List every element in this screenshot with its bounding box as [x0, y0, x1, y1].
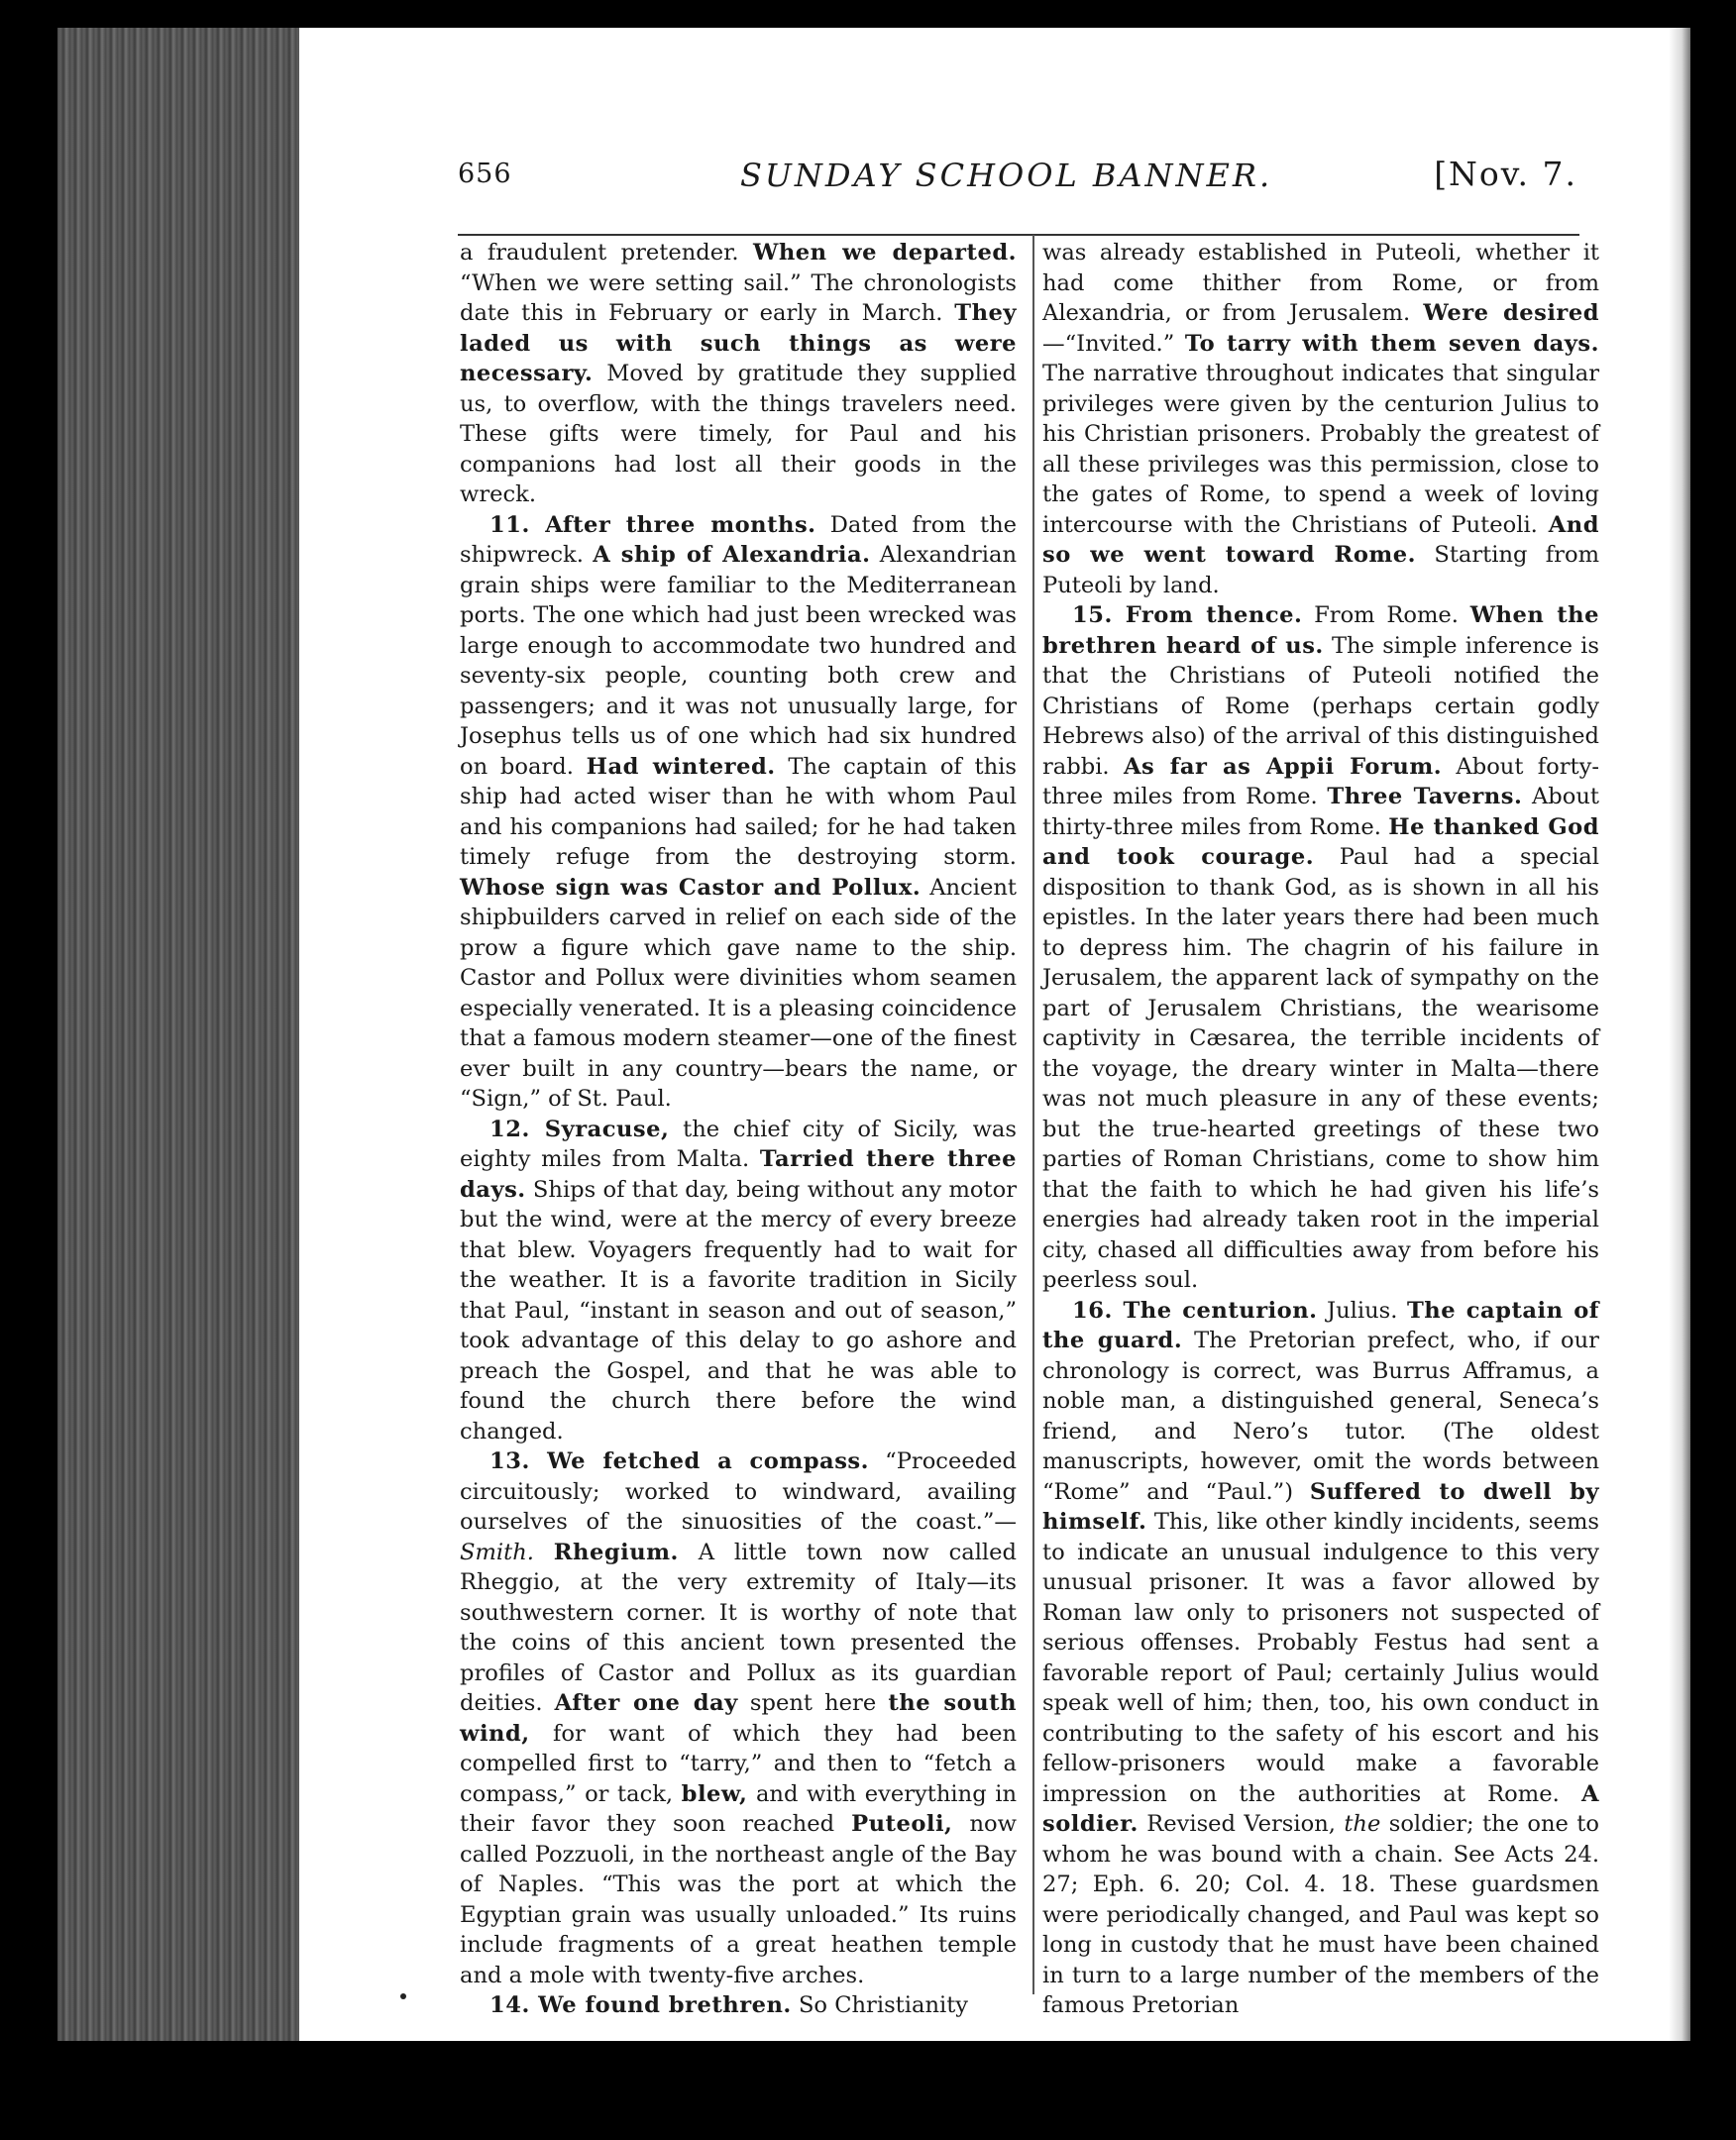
bold-lemma: Puteoli,	[851, 1811, 953, 1837]
body-text: for want of which they had been compelled first to “tarry,” and then to “fetch a compass,” or tack,	[460, 1720, 1017, 1807]
left-column	[460, 238, 1017, 2021]
bold-lemma: A ship of Alexandria.	[593, 542, 871, 568]
bold-lemma: As far as Appii Forum.	[1123, 753, 1443, 780]
body-text: So Christianity	[791, 1992, 969, 2018]
bold-lemma: When we departed.	[752, 240, 1017, 266]
bold-lemma: 16. The centurion.	[1072, 1297, 1318, 1324]
bold-lemma: 15. From thence.	[1072, 602, 1303, 628]
article-paragraph	[460, 1990, 1017, 2021]
bold-lemma: blew,	[681, 1780, 748, 1807]
body-text: Ships of that day, being without any motor but the wind, were at the mercy of every breeze that blew. Voyagers frequently had to wait for the weather. It is a favorite tradition in Sicily that Paul, “instant in season and out of season,” took advantage of this delay to go ashore and preach the Gospel, and that he was able to found the church there before the wind changed.	[460, 1176, 1017, 1444]
bold-lemma: Had wintered.	[586, 753, 776, 780]
bold-lemma: 12. Syracuse,	[489, 1116, 670, 1142]
body-text: Starting from Puteoli by land.	[1042, 542, 1599, 598]
body-text: “When we were setting sail.” The chronologists date this in February or early in March.	[460, 269, 1017, 326]
body-text: a fraudulent pretender.	[460, 240, 753, 266]
body-text: About forty-three miles from Rome.	[1042, 753, 1600, 809]
scan-speck	[400, 1993, 406, 1999]
body-text: The captain of this ship had acted wiser than he with whom Paul and his companions had sailed; for he had taken timely refuge from the destroying storm.	[460, 753, 1017, 870]
body-text: Alexandrian grain ships were familiar to the Mediterranean ports. The one which had just been wrecked was large enough to accommodate two hundred and seventy-six people, counting both crew and passengers; and it was not unusually large, for Josephus tells us of one which had six hundred on board.	[460, 542, 1017, 780]
bold-lemma: When the brethren heard of us.	[1042, 602, 1599, 659]
bold-lemma: After one day	[554, 1690, 738, 1716]
body-text: Ancient shipbuilders carved in relief on each side of the prow a figure which gave name to the ship. Castor and Pollux were divinities whom seamen especially venerated. It is a pleasing coincidence that a famous modern steamer—one of the finest ever built in any country—bears the name, or “Sign,” of St. Paul.	[460, 874, 1017, 1112]
bold-lemma: Rhegium.	[553, 1539, 679, 1565]
body-text: This, like other kindly incidents, seems to indicate an unusual indulgence to this very unusual prisoner. It was a favor allowed by Roman law only to prisoners not suspected of serious offenses. Probably Festus had sent a favorable report of Paul; certainly Julius would speak well of him; then, too, his own conduct in contributing to the safety of his escort and his fellow-prisoners would make a favorable impression on the authorities at Rome.	[1042, 1509, 1599, 1807]
bold-lemma: The captain of the guard.	[1042, 1297, 1599, 1353]
bold-lemma: Three Taverns.	[1327, 784, 1523, 809]
body-text: Julius.	[1317, 1297, 1407, 1324]
bold-lemma: Suffered to dwell by himself.	[1042, 1478, 1599, 1535]
issue-date: [Nov. 7.	[1434, 155, 1577, 193]
body-text: soldier; the one to whom he was bound with a chain. See Acts 24. 27; Eph. 6. 20; Col. 4. 18. These guardsmen were periodically changed, and Paul was kept so long in custody that he must have been chained in turn to a large number of the members of the famous Pretorian	[1042, 1811, 1599, 2018]
body-text	[534, 1540, 554, 1565]
body-text: The Pretorian prefect, who, if our chronology is correct, was Burrus Afframus, a noble man, a distinguished general, Seneca’s friend, and Nero’s tutor. (The oldest manuscripts, however, omit the words between “Rome” and “Paul.”)	[1042, 1328, 1599, 1505]
book-right-edge	[1669, 28, 1690, 2041]
page-header	[458, 155, 1577, 210]
bold-lemma: He thanked God and took courage.	[1042, 813, 1599, 870]
body-text: About thirty-three miles from Rome.	[1042, 784, 1599, 840]
body-text: Dated from the shipwreck.	[460, 511, 1017, 568]
body-text: Revised Version,	[1138, 1811, 1345, 1837]
body-text: spent here	[737, 1690, 889, 1716]
scan-border-left	[0, 0, 57, 2140]
body-text: From Rome.	[1302, 602, 1470, 628]
body-text: Moved by gratitude they supplied us, to overflow, with the things travelers need. These gifts were timely, for Paul and his companions had lost all their goods in the wreck.	[460, 361, 1017, 507]
body-text: the chief city of Sicily, was eighty miles from Malta.	[460, 1116, 1017, 1172]
italic-text: the	[1344, 1811, 1381, 1837]
body-text: A little town now called Rheggio, at the very extremity of Italy—its southwestern corner. It is worthy of note that the coins of this ancient town presented the profiles of Castor and Pollux as its guardian deities.	[460, 1539, 1017, 1716]
body-text: The narrative throughout indicates that singular privileges were given by the centurion Julius to his Christian prisoners. Probably the greatest of all these privileges was this permission, close to the gates of Rome, to spend a week of loving intercourse with the Christians of Puteoli.	[1042, 361, 1599, 538]
scan-border-top	[0, 0, 1736, 28]
bold-lemma: 14. We found brethren.	[489, 1992, 792, 2018]
article-paragraph	[460, 238, 1017, 510]
bold-lemma: They laded us with such things as were necessary.	[460, 300, 1017, 386]
body-text: “Proceeded circuitously; worked to windward, availing ourselves of the sinuosities of the coast.”—	[460, 1448, 1018, 1535]
bold-lemma: Tarried there three days.	[460, 1146, 1017, 1203]
article-paragraph	[460, 1446, 1017, 1990]
bold-lemma: Were desired	[1423, 300, 1600, 326]
bold-lemma: 11. After three months.	[489, 511, 816, 538]
body-text: Paul had a special disposition to thank God, as is shown in all his epistles. In the later years there had been much to depress him. The chagrin of his failure in Jerusalem, the apparent lack of sympathy on the part of Jerusalem Christians, the wearisome captivity in Cæsarea, the terrible incidents of the voyage, the dreary winter in Malta—there was not much pleasure in any of these events; but the true-hearted greetings of these two parties of Roman Christians, come to show him that the faith to which he had given his life’s energies had already taken root in the imperial city, chased all difficulties away from before his peerless soul.	[1042, 844, 1600, 1293]
body-text: The simple inference is that the Christians of Puteoli notified the Christians of Rome (perhaps certain godly Hebrews also) of the arrival of this distinguished rabbi.	[1042, 632, 1600, 780]
article-paragraph	[1042, 1296, 1599, 2021]
header-rule	[458, 234, 1579, 236]
page-number: 656	[458, 159, 512, 189]
scan-border-bottom	[0, 2041, 1736, 2140]
body-text: was already established in Puteoli, whether it had come thither from Rome, or from Alexandria, or from Jerusalem.	[1042, 240, 1599, 326]
bold-lemma: the south wind,	[460, 1690, 1017, 1747]
article-paragraph	[1042, 238, 1599, 600]
article-paragraph	[1042, 600, 1599, 1296]
scan-border-right	[1684, 0, 1736, 2140]
article-paragraph	[460, 1115, 1017, 1447]
bold-lemma: Whose sign was Castor and Pollux.	[460, 874, 922, 901]
body-text: and with everything in their favor they soon reached	[460, 1780, 1017, 1837]
right-column	[1032, 238, 1599, 2021]
bold-lemma: 13. We fetched a compass.	[489, 1448, 870, 1474]
book-page-edges	[57, 28, 299, 2041]
body-text: —“Invited.”	[1042, 330, 1185, 357]
article-paragraph	[460, 510, 1017, 1115]
running-title: SUNDAY SCHOOL BANNER.	[740, 157, 1273, 194]
bold-lemma: A soldier.	[1042, 1780, 1599, 1837]
bold-lemma: And so we went toward Rome.	[1042, 511, 1599, 568]
bold-lemma: To tarry with them seven days.	[1184, 330, 1599, 357]
body-text: now called Pozzuoli, in the northeast angle of the Bay of Naples. “This was the port at which the Egyptian grain was usually unloaded.” Its ruins include fragments of a great heathen temple and a mole with twenty-five arches.	[460, 1811, 1017, 1988]
italic-text: Smith.	[460, 1539, 534, 1565]
